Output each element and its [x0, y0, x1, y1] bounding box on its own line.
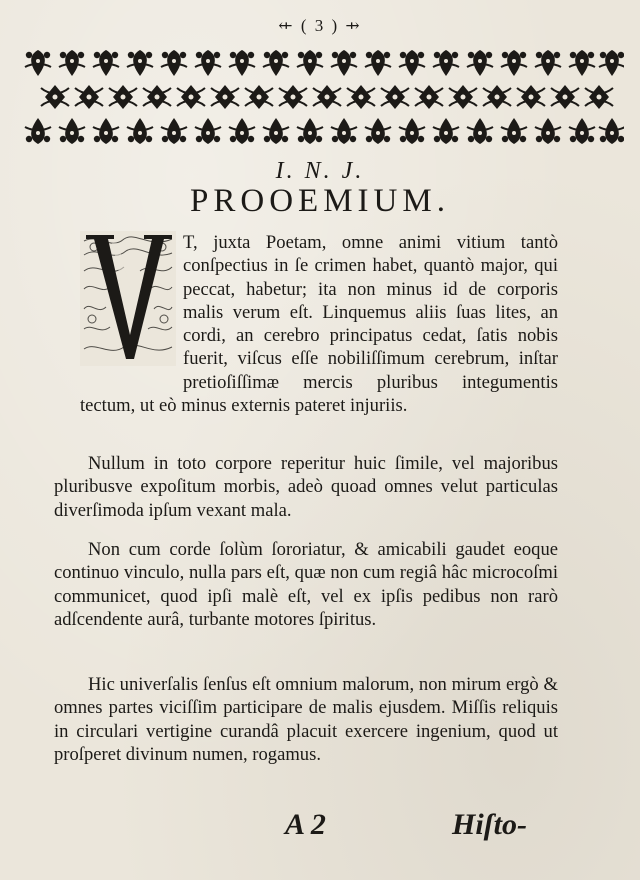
- page-number: ⇷ ( 3 ) ⇸: [278, 16, 362, 35]
- opening-paragraph: [80, 231, 558, 417]
- opening-paragraph-text: T, juxta Poetam, omne animi vitium tantò conſpectius in ſe crimen habet, quantò major, qui peccat, habetur; ita non minus id de corporis malis verum eſt. Linquemus aliis ſuas lites, an cordi, an cerebro principatus cedat, ſatis nobis fuerit, viſcus eſſe nobiliſſimum cerebrum, inſtar pretioſiſſimæ mercis pluribus integumentis tectum, ut eò minus externis pateret injuriis.: [80, 232, 558, 417]
- paragraph: Nullum in toto corpore reperitur huic ſimile, vel majoribus pluribusve expoſitum morbis, adeò quoad omnes velut particulas diverſimoda ipſum vexant mala.: [54, 453, 558, 521]
- signature-mark: A 2: [285, 808, 326, 841]
- invocation-heading: I. N. J.: [275, 158, 365, 184]
- paragraph: Non cum corde ſolùm ſororiatur, & amicabili gaudet eoque continuo vinculo, nulla pars eſt, quæ non cum regiâ hâc microcoſmi communicet, quod ipſi malè eſt, vel ex ipſis pedibus non rarò adſcendente aurâ, turbante motores ſpiritus.: [54, 539, 558, 630]
- paragraph: Hic univerſalis ſenſus eſt omnium malorum, non mirum ergò & omnes partes viciſſim participare de malis ejusdem. Miſſis reliquis in circulari vertigine curandâ placuit exercere ingenium, quod ut proſperet divinum numen, rogamus.: [54, 674, 558, 765]
- catchword: Hiſto-: [452, 808, 527, 841]
- page-title: PROOEMIUM.: [190, 183, 450, 219]
- fleuron-band-ornament-icon: [18, 45, 624, 149]
